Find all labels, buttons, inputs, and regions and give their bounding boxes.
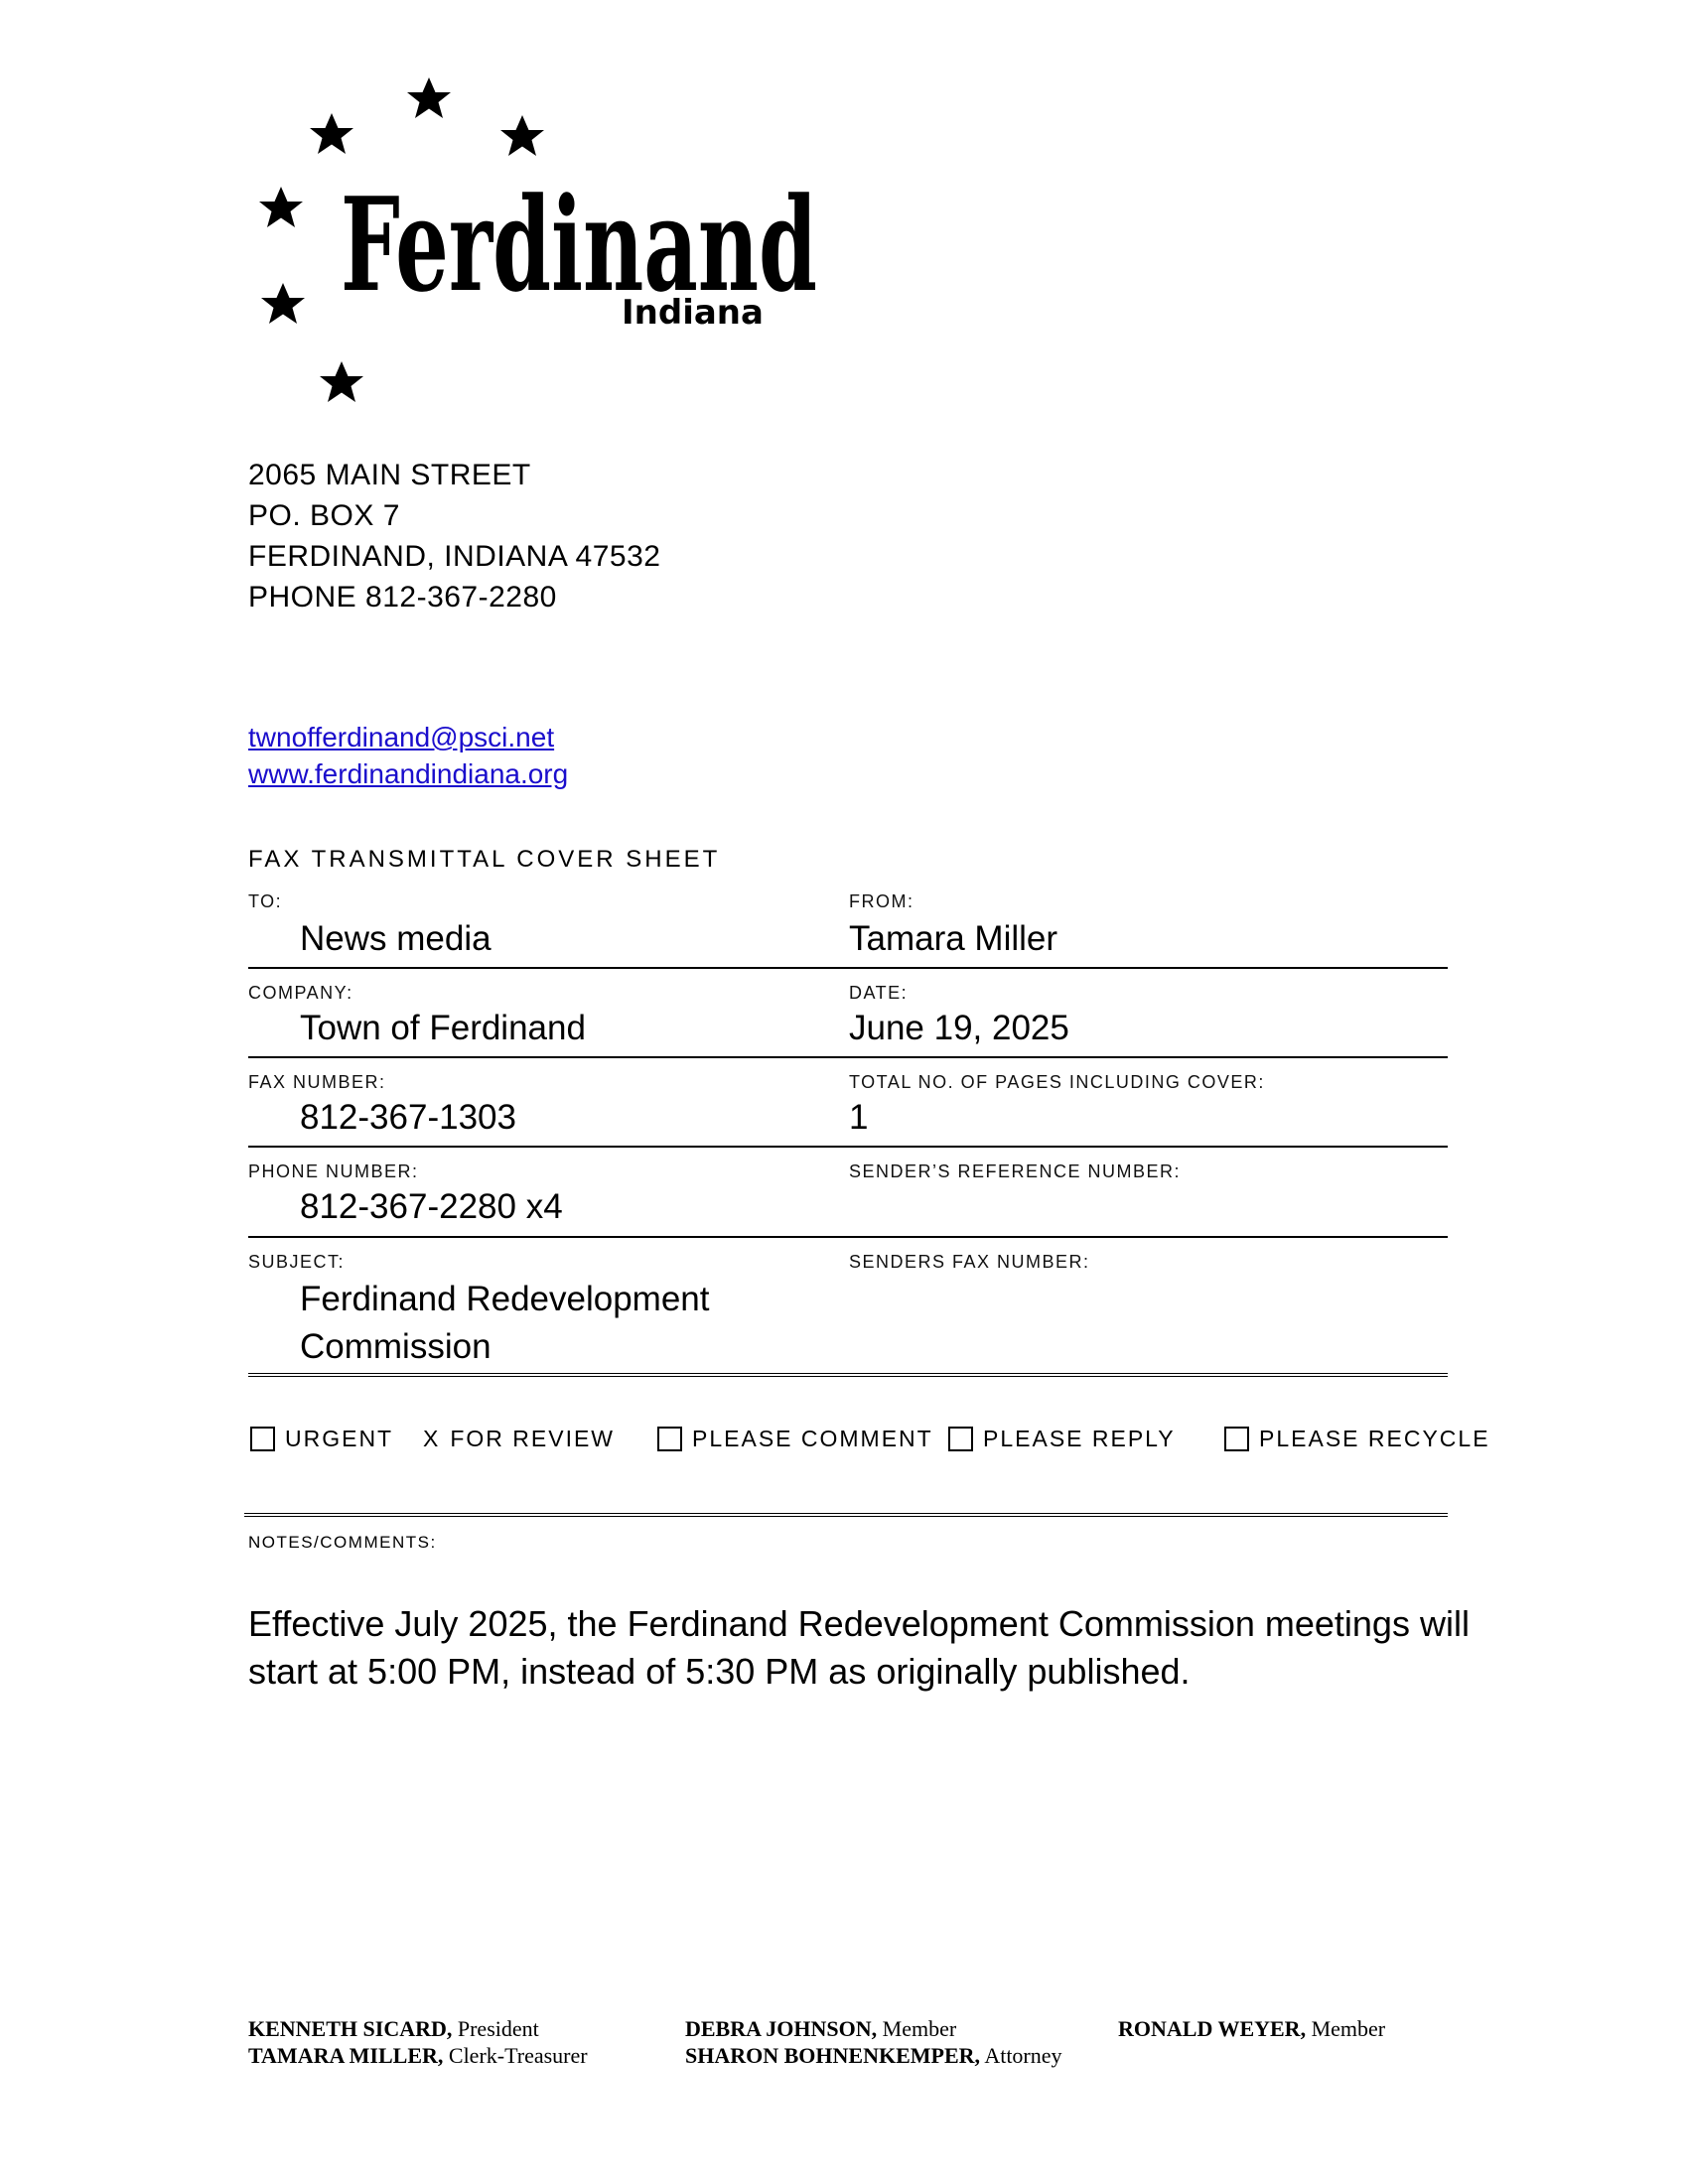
notes-label: NOTES/COMMENTS:: [248, 1533, 437, 1552]
footer-column: [1118, 2015, 1385, 2042]
please-reply-label: PLEASE REPLY: [983, 1426, 1176, 1451]
senders-fax-cell: [849, 1238, 1448, 1373]
contact-links: [248, 719, 568, 792]
total-pages-label: TOTAL NO. OF PAGES INCLUDING COVER:: [849, 1072, 1265, 1092]
footer-column: [685, 2015, 1062, 2069]
fax-number-label: FAX NUMBER:: [248, 1072, 386, 1092]
fax-row: [248, 1058, 1448, 1148]
x-mark-icon[interactable]: X: [423, 1426, 441, 1451]
total-pages-cell: [849, 1058, 1448, 1146]
company-value: Town of Ferdinand: [300, 1009, 586, 1047]
fax-number-value: 812-367-1303: [300, 1098, 516, 1137]
footer-entry: [685, 2042, 1062, 2069]
logo-wordmark: Ferdinand: [341, 169, 817, 321]
to-cell: [248, 880, 849, 967]
website-link[interactable]: www.ferdinandindiana.org: [248, 758, 569, 789]
email-link[interactable]: twnofferdinand@psci.net: [248, 722, 555, 752]
urgent-label: URGENT: [285, 1426, 394, 1451]
footer-entry: [1118, 2015, 1385, 2042]
footer-column: [248, 2015, 588, 2069]
to-label: TO:: [248, 891, 283, 911]
officer-name: DEBRA JOHNSON,: [685, 2016, 878, 2041]
logo-state: Indiana: [622, 293, 764, 333]
phone-number-value: 812-367-2280 x4: [300, 1187, 563, 1226]
address-block: [248, 455, 660, 617]
checkbox-icon[interactable]: [250, 1427, 275, 1451]
divider: [244, 1513, 1448, 1517]
officer-role: Attorney: [980, 2043, 1062, 2068]
po-box: PO. BOX 7: [248, 499, 400, 532]
officer-name: SHARON BOHNENKEMPER,: [685, 2043, 981, 2068]
notes-text: Effective July 2025, the Ferdinand Redevelopment Commission meetings will start at 5:00 PM, instead of 5:30 PM as originally published.: [248, 1603, 1470, 1692]
fax-title: FAX TRANSMITTAL COVER SHEET: [248, 846, 721, 873]
urgent-option[interactable]: [250, 1426, 393, 1452]
from-value: Tamara Miller: [849, 919, 1058, 958]
fax-row: [248, 969, 1448, 1058]
footer-entry: [248, 2015, 588, 2042]
officer-name: KENNETH SICARD,: [248, 2016, 453, 2041]
phone-number-label: PHONE NUMBER:: [248, 1161, 419, 1181]
city-state-zip: FERDINAND, INDIANA 47532: [248, 540, 661, 573]
town-logo: [248, 69, 844, 417]
fax-fields: [248, 880, 1448, 1377]
street-address: 2065 MAIN STREET: [248, 459, 531, 491]
for-review-option[interactable]: [423, 1426, 615, 1452]
date-label: DATE:: [849, 983, 909, 1003]
fax-number-cell: [248, 1058, 849, 1146]
please-recycle-label: PLEASE RECYCLE: [1259, 1426, 1490, 1451]
officer-name: TAMARA MILLER,: [248, 2043, 444, 2068]
from-label: FROM:: [849, 891, 914, 911]
please-comment-option[interactable]: [657, 1426, 933, 1452]
status-checkboxes: [248, 1426, 1490, 1465]
fax-row: [248, 880, 1448, 969]
officer-name: RONALD WEYER,: [1118, 2016, 1307, 2041]
fax-row: [248, 1238, 1448, 1377]
officer-role: President: [452, 2016, 539, 2041]
phone-number-cell: [248, 1148, 849, 1236]
date-cell: [849, 969, 1448, 1056]
please-recycle-option[interactable]: [1224, 1426, 1490, 1452]
footer-entry: [685, 2015, 1062, 2042]
senders-fax-label: SENDERS FAX NUMBER:: [849, 1252, 1090, 1272]
company-label: COMPANY:: [248, 983, 353, 1003]
to-value: News media: [300, 919, 492, 958]
footer-entry: [248, 2042, 588, 2069]
company-cell: [248, 969, 849, 1056]
subject-label: SUBJECT:: [248, 1252, 346, 1272]
subject-cell: [248, 1238, 849, 1373]
fax-row: [248, 1148, 1448, 1238]
officer-role: Clerk-Treasurer: [443, 2043, 588, 2068]
from-cell: [849, 880, 1448, 967]
date-value: June 19, 2025: [849, 1009, 1069, 1047]
total-pages-value: 1: [849, 1098, 869, 1137]
checkbox-icon[interactable]: [948, 1427, 973, 1451]
officer-role: Member: [1306, 2016, 1386, 2041]
sender-ref-cell: [849, 1148, 1448, 1236]
please-comment-label: PLEASE COMMENT: [692, 1426, 933, 1451]
subject-value: Ferdinand Redevelopment Commission: [300, 1280, 710, 1366]
checkbox-icon[interactable]: [1224, 1427, 1249, 1451]
officer-role: Member: [877, 2016, 957, 2041]
checkbox-icon[interactable]: [657, 1427, 682, 1451]
for-review-label: FOR REVIEW: [450, 1426, 616, 1451]
phone-line: PHONE 812-367-2280: [248, 581, 557, 614]
sender-ref-label: SENDER’S REFERENCE NUMBER:: [849, 1161, 1182, 1181]
please-reply-option[interactable]: [948, 1426, 1176, 1452]
